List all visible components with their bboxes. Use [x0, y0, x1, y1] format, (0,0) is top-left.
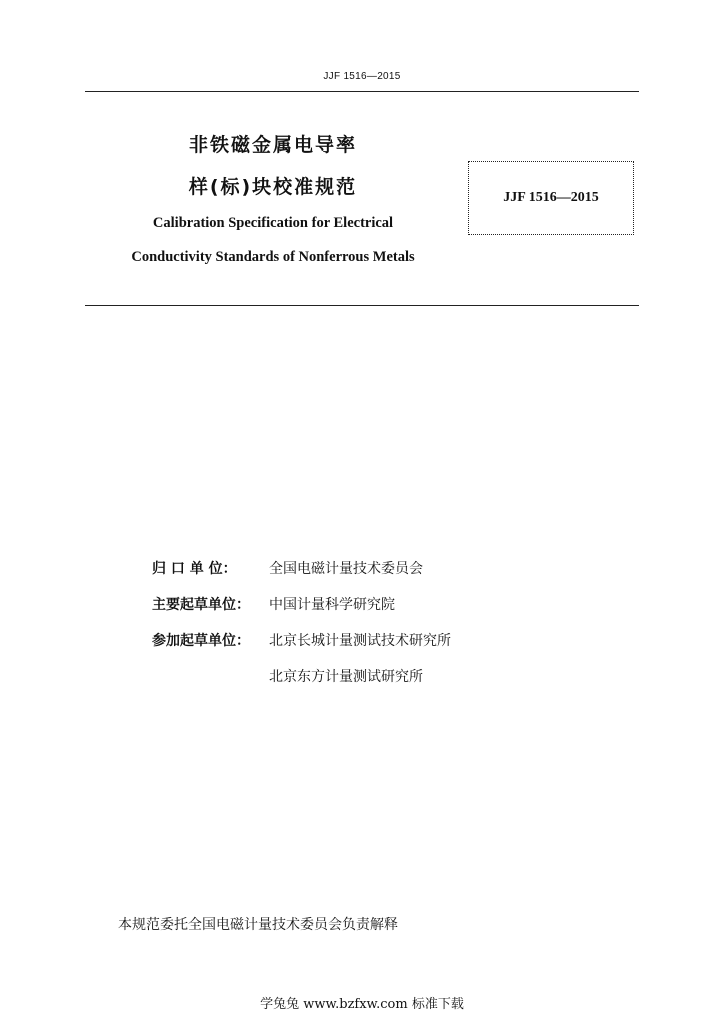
info-value: 北京东方计量测试研究所: [269, 669, 423, 685]
interpretation-note: 本规范委托全国电磁计量技术委员会负责解释: [118, 917, 398, 933]
header-rule: [85, 91, 639, 92]
title-chinese-line-2: 样(标)块校准规范: [188, 176, 358, 198]
drafting-info: [152, 551, 451, 695]
title-bottom-rule: [85, 305, 639, 306]
info-row-participating-unit: [152, 623, 451, 659]
info-label: 主要起草单位：: [152, 597, 250, 613]
header-document-code: JJF 1516—2015: [323, 71, 401, 82]
specification-code: JJF 1516—2015: [503, 190, 599, 205]
info-value: 全国电磁计量技术委员会: [269, 561, 423, 577]
info-label: 参加起草单位：: [152, 633, 250, 649]
info-row-main-drafting-unit: [152, 587, 451, 623]
info-value: 中国计量科学研究院: [269, 597, 395, 613]
specification-code-box: [468, 161, 634, 235]
info-row-participating-unit-continued: [152, 659, 451, 695]
info-label: 归 口 单 位：: [152, 561, 237, 577]
download-watermark: 学兔兔 www.bzfxw.com 标准下载: [260, 997, 464, 1012]
title-chinese-line-1: 非铁磁金属电导率: [188, 134, 357, 156]
info-row-responsible-unit: [152, 551, 451, 587]
info-value: 北京长城计量测试技术研究所: [269, 633, 451, 649]
title-english-line-1: Calibration Specification for Electrical: [152, 215, 394, 231]
title-english-line-2: Conductivity Standards of Nonferrous Metals: [131, 249, 415, 265]
